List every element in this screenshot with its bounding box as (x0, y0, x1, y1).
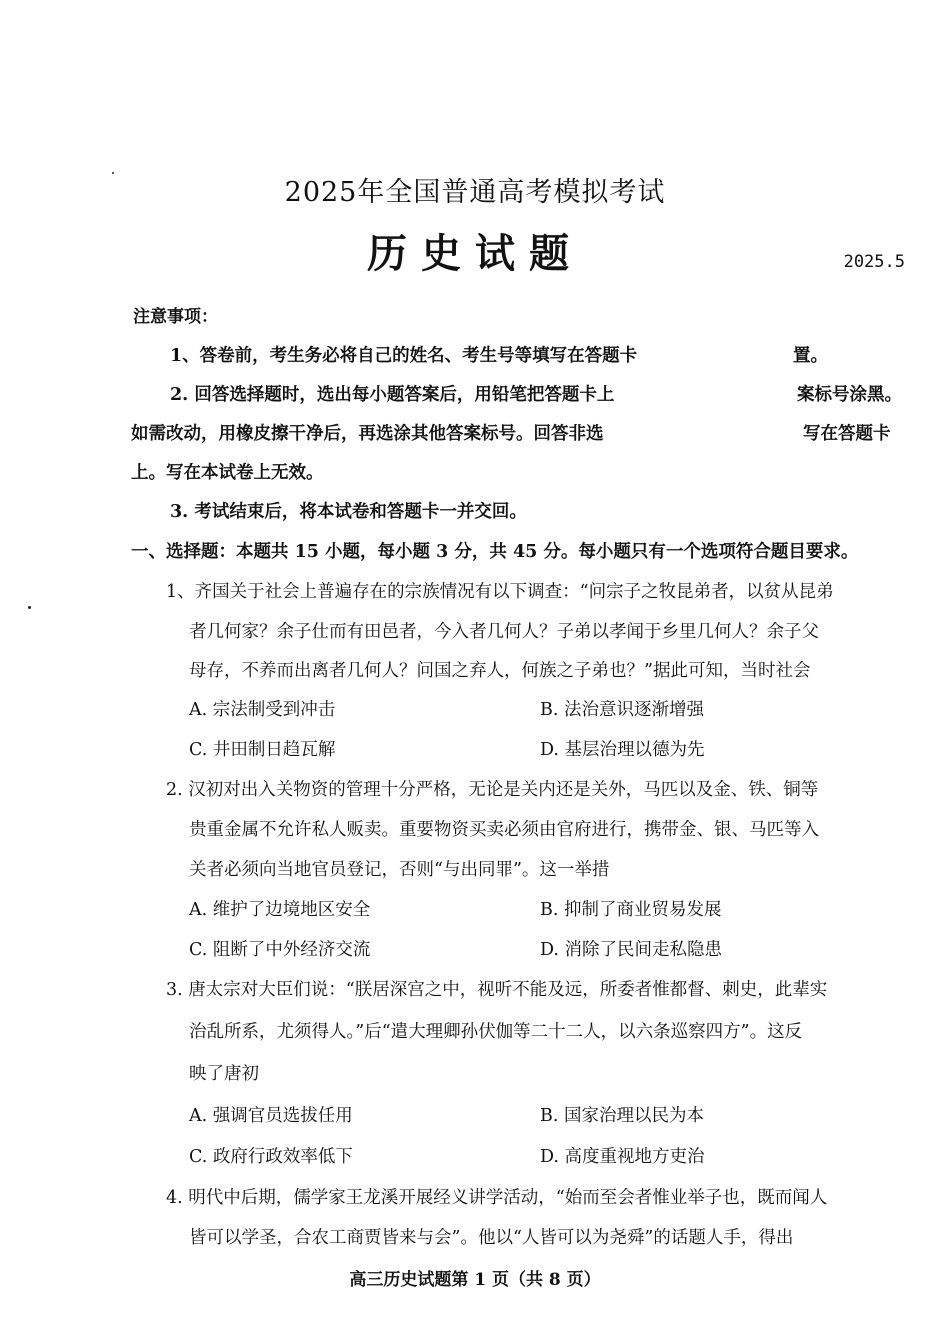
q3-option-c: C. 政府行政效率低下 (189, 1147, 353, 1167)
q3-line-1: 3. 唐太宗对大臣们说：“朕居深宫之中，视听不能及远，所委者惟都督、刺史，此辈实 (166, 980, 828, 1000)
q1-line-2: 者几何家？余子仕而有田邑者，今入者几何人？子弟以孝闻于乡里几何人？余子父 (189, 622, 819, 642)
note-line-2-tail: 案标号涂黑。 (797, 385, 902, 405)
q4-line-2: 皆可以学圣，合农工商贾皆来与会”。他以“人皆可以为尧舜”的话题人手，得出 (189, 1228, 794, 1248)
q3-line-3: 映了唐初 (189, 1064, 259, 1084)
section-heading: 一、选择题：本题共 15 小题，每小题 3 分，共 45 分。每小题只有一个选项符合题目要求。 (131, 542, 859, 562)
scan-speck (28, 606, 31, 609)
q2-option-a: A. 维护了边境地区安全 (189, 900, 371, 920)
q2-line-1: 2. 汉初对出入关物资的管理十分严格，无论是关内还是关外，马匹以及金、铁、铜等 (166, 780, 819, 800)
q2-option-b: B. 抑制了商业贸易发展 (540, 900, 722, 920)
q1-option-d: D. 基层治理以德为先 (540, 740, 705, 760)
q2-option-d: D. 消除了民间走私隐患 (540, 940, 723, 960)
note-line-3-tail: 写在答题卡 (803, 424, 891, 444)
exam-date: 2025.5 (843, 252, 905, 272)
q3-option-d: D. 高度重视地方吏治 (540, 1147, 705, 1167)
q3-option-a: A. 强调官员选拔任用 (189, 1106, 353, 1126)
note-line-1-tail: 置。 (793, 346, 828, 366)
q2-line-2: 贵重金属不允许私人贩卖。重要物资买卖必须由官府进行，携带金、银、马匹等入 (189, 820, 819, 840)
q1-line-1: 1、齐国关于社会上普遍存在的宗族情况有以下调查：“问宗子之牧昆弟者，以贫从昆弟 (166, 582, 834, 602)
exam-title: 2025年全国普通高考模拟考试 (284, 177, 666, 208)
q3-option-b: B. 国家治理以民为本 (540, 1106, 704, 1126)
note-line-3: 如需改动，用橡皮擦干净后，再选涂其他答案标号。回答非选 (131, 424, 604, 444)
page-footer: 高三历史试题第 1 页（共 8 页） (349, 1270, 601, 1290)
notes-heading: 注意事项： (133, 307, 218, 327)
q2-option-c: C. 阻断了中外经济交流 (189, 940, 371, 960)
q1-option-b: B. 法治意识逐渐增强 (540, 700, 704, 720)
q1-option-c: C. 井田制日趋瓦解 (189, 740, 336, 760)
q2-line-3: 关者必须向当地官员登记，否则“与出同罪”。这一举措 (189, 860, 610, 880)
subject-title: 历史试题 (367, 230, 583, 277)
q1-option-a: A. 宗法制受到冲击 (189, 700, 336, 720)
scan-speck (112, 172, 114, 174)
note-line-5: 3. 考试结束后，将本试卷和答题卡一并交回。 (170, 502, 527, 522)
q4-line-1: 4. 明代中后期，儒学家王龙溪开展经义讲学活动，“始而至会者惟业举子也，既而闻人 (166, 1188, 828, 1208)
q3-line-2: 治乱所系，尤须得人。”后“遣大理卿孙伏伽等二十二人，以六条巡察四方”。这反 (189, 1022, 803, 1042)
note-line-1: 1、答卷前，考生务必将自己的姓名、考生号等填写在答题卡 (170, 346, 638, 366)
q1-line-3: 母存，不养而出离者几何人？问国之弃人，何族之子弟也？”据此可知，当时社会 (189, 661, 811, 681)
note-line-4: 上。写在本试卷上无效。 (131, 463, 324, 483)
note-line-2: 2. 回答选择题时，选出每小题答案后，用铅笔把答题卡上 (170, 385, 615, 405)
